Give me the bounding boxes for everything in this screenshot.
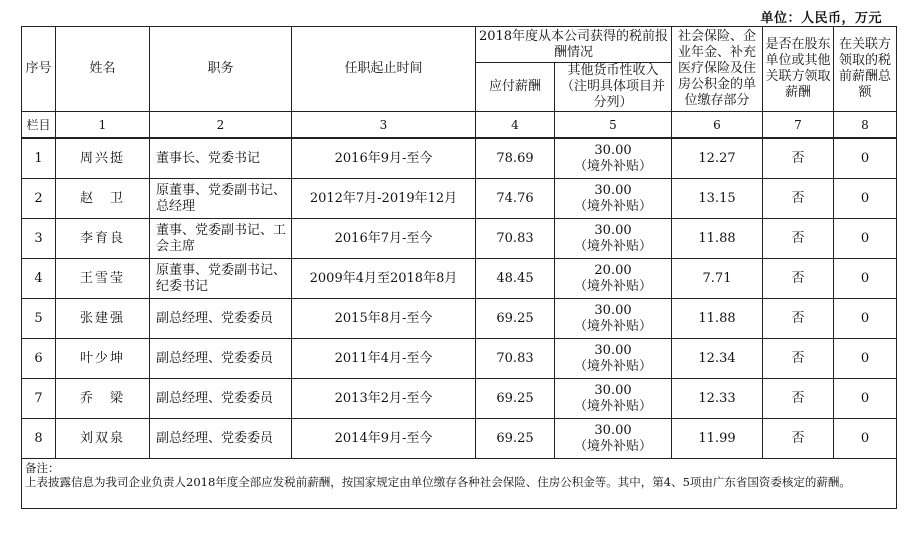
row-name: 王雪莹	[56, 259, 150, 299]
other-amount: 30.00	[594, 182, 632, 198]
header-name: 姓名	[56, 27, 150, 112]
row-salary: 78.69	[476, 138, 555, 179]
row-name: 赵 卫	[56, 179, 150, 219]
other-amount: 30.00	[594, 142, 632, 158]
other-note: （境外补贴）	[573, 278, 652, 294]
header-no: 序号	[22, 27, 56, 112]
unit-label: 单位：人民币，万元	[760, 11, 882, 26]
index-col: 1	[56, 112, 150, 139]
index-col: 4	[476, 112, 555, 139]
other-amount: 30.00	[594, 382, 632, 398]
other-note: （境外补贴）	[573, 158, 652, 174]
index-row	[22, 112, 897, 139]
table-row	[22, 138, 897, 179]
row-position: 副总经理、党委委员	[150, 379, 292, 419]
index-col: 8	[834, 112, 897, 139]
row-other-cash	[555, 259, 672, 299]
note-title: 备注：	[25, 461, 60, 475]
row-position: 原董事、党委副书记、总经理	[150, 179, 292, 219]
row-term: 2015年8月-至今	[292, 299, 476, 339]
row-social: 12.33	[672, 379, 763, 419]
other-note: （境外补贴）	[573, 198, 652, 214]
row-salary: 69.25	[476, 299, 555, 339]
other-note: （境外补贴）	[573, 438, 652, 454]
row-related: 否	[763, 179, 834, 219]
note-cell	[22, 459, 897, 509]
row-social: 12.27	[672, 138, 763, 179]
row-related-total: 0	[834, 138, 897, 179]
row-related-total: 0	[834, 219, 897, 259]
row-position: 副总经理、党委委员	[150, 419, 292, 459]
row-position: 董事长、党委书记	[150, 138, 292, 179]
table-row	[22, 379, 897, 419]
row-salary: 70.83	[476, 219, 555, 259]
row-other-cash	[555, 179, 672, 219]
row-related: 否	[763, 138, 834, 179]
row-related: 否	[763, 219, 834, 259]
row-name: 张建强	[56, 299, 150, 339]
row-position: 副总经理、党委委员	[150, 299, 292, 339]
header-social: 社会保险、企业年金、补充医疗保险及住房公积金的单位缴存部分	[672, 27, 763, 112]
header-row-1	[22, 27, 897, 63]
other-note: （境外补贴）	[573, 318, 652, 334]
row-no: 3	[22, 219, 56, 259]
row-related: 否	[763, 339, 834, 379]
other-note: （境外补贴）	[573, 398, 652, 414]
header-pay-group: 2018年度从本公司获得的税前报酬情况	[476, 27, 672, 63]
index-col: 2	[150, 112, 292, 139]
other-amount: 20.00	[594, 262, 632, 278]
row-related-total: 0	[834, 379, 897, 419]
row-position: 原董事、党委副书记、纪委书记	[150, 259, 292, 299]
row-no: 5	[22, 299, 56, 339]
index-col: 7	[763, 112, 834, 139]
row-other-cash	[555, 419, 672, 459]
row-related-total: 0	[834, 339, 897, 379]
row-term: 2014年9月-至今	[292, 419, 476, 459]
index-col: 6	[672, 112, 763, 139]
header-salary: 应付薪酬	[476, 63, 555, 112]
other-amount: 30.00	[594, 222, 632, 238]
note-text: 上表披露信息为我司企业负责人2018年度全部应发税前薪酬，按国家规定由单位缴存各种社会保险、住房公积金等。其中，第4、5项由广东省国资委核定的薪酬。	[25, 475, 851, 489]
row-social: 12.34	[672, 339, 763, 379]
table-row	[22, 219, 897, 259]
row-no: 7	[22, 379, 56, 419]
row-related: 否	[763, 299, 834, 339]
row-social: 11.99	[672, 419, 763, 459]
row-position: 副总经理、党委委员	[150, 339, 292, 379]
row-related-total: 0	[834, 179, 897, 219]
table-row	[22, 419, 897, 459]
row-salary: 48.45	[476, 259, 555, 299]
row-other-cash	[555, 299, 672, 339]
compensation-table	[21, 26, 897, 509]
other-note: （境外补贴）	[573, 238, 652, 254]
row-other-cash	[555, 138, 672, 179]
row-social: 13.15	[672, 179, 763, 219]
row-social: 7.71	[672, 259, 763, 299]
row-no: 1	[22, 138, 56, 179]
row-salary: 74.76	[476, 179, 555, 219]
row-name: 李育良	[56, 219, 150, 259]
note-row	[22, 459, 897, 509]
header-term: 任职起止时间	[292, 27, 476, 112]
row-position: 董事、党委副书记、工会主席	[150, 219, 292, 259]
row-salary: 69.25	[476, 419, 555, 459]
row-salary: 70.83	[476, 339, 555, 379]
table-row	[22, 179, 897, 219]
header-related-party: 是否在股东单位或其他关联方领取薪酬	[763, 27, 834, 112]
row-no: 4	[22, 259, 56, 299]
row-name: 叶少坤	[56, 339, 150, 379]
header-position: 职务	[150, 27, 292, 112]
index-col: 5	[555, 112, 672, 139]
table-row	[22, 259, 897, 299]
row-related: 否	[763, 259, 834, 299]
row-related: 否	[763, 419, 834, 459]
table-row	[22, 339, 897, 379]
other-amount: 30.00	[594, 342, 632, 358]
other-note: （境外补贴）	[573, 358, 652, 374]
row-other-cash	[555, 379, 672, 419]
row-no: 2	[22, 179, 56, 219]
row-other-cash	[555, 339, 672, 379]
row-social: 11.88	[672, 299, 763, 339]
table-row	[22, 299, 897, 339]
row-term: 2013年2月-至今	[292, 379, 476, 419]
row-term: 2011年4月-至今	[292, 339, 476, 379]
row-related-total: 0	[834, 299, 897, 339]
row-related-total: 0	[834, 419, 897, 459]
row-no: 8	[22, 419, 56, 459]
row-other-cash	[555, 219, 672, 259]
row-name: 乔 梁	[56, 379, 150, 419]
row-name: 周兴挺	[56, 138, 150, 179]
index-label: 栏目	[22, 112, 56, 139]
header-other-cash: 其他货币性收入（注明具体项目并分列）	[555, 63, 672, 112]
row-term: 2016年9月-至今	[292, 138, 476, 179]
row-term: 2012年7月-2019年12月	[292, 179, 476, 219]
other-amount: 30.00	[594, 302, 632, 318]
row-social: 11.88	[672, 219, 763, 259]
row-salary: 69.25	[476, 379, 555, 419]
row-term: 2016年7月-至今	[292, 219, 476, 259]
row-term: 2009年4月至2018年8月	[292, 259, 476, 299]
row-related: 否	[763, 379, 834, 419]
header-related-total: 在关联方领取的税前薪酬总额	[834, 27, 897, 112]
row-name: 刘双泉	[56, 419, 150, 459]
other-amount: 30.00	[594, 422, 632, 438]
row-related-total: 0	[834, 259, 897, 299]
row-no: 6	[22, 339, 56, 379]
index-col: 3	[292, 112, 476, 139]
